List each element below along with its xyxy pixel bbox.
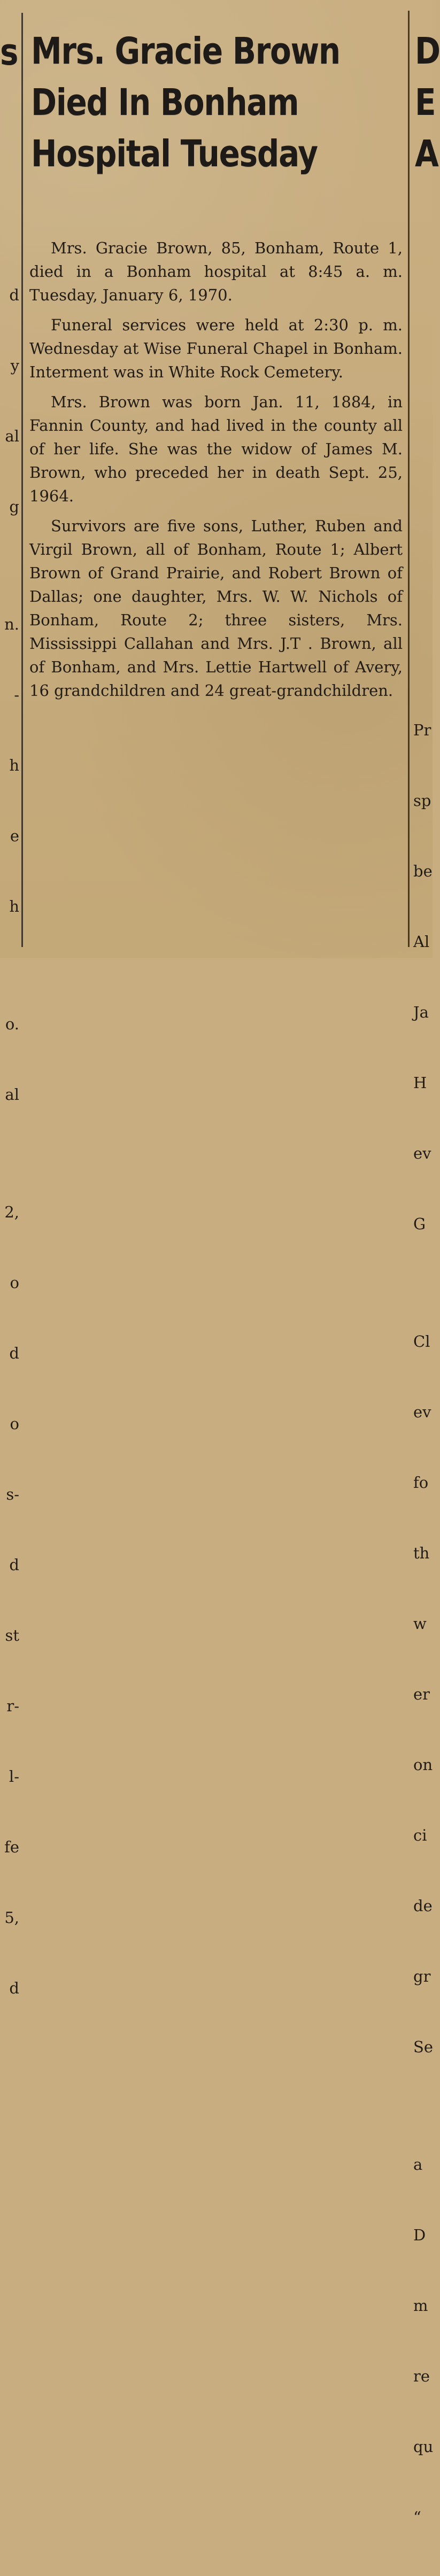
left-adjacent-headline-fragment: s [0,31,18,74]
left-fragment-line: 2, [4,1203,19,1221]
right-fragment-line: th [413,1544,430,1562]
right-fragment-line: re [413,2367,430,2385]
right-column-rule [408,11,410,947]
left-fragment-line: d [9,1979,19,1997]
right-fragment-line: Pr [413,721,431,739]
left-fragment-line: st [5,1626,19,1644]
right-fragment-line: be [413,862,433,880]
right-fragment-line: Cl [413,1332,430,1351]
right-fragment-line: Ja [413,1003,429,1021]
left-fragment-line: d [9,1556,19,1574]
right-fragment-line: “ [413,2508,421,2526]
right-fragment-line: H [413,1074,427,1092]
article-paragraph-3: Mrs. Brown was born Jan. 11, 1884, in Fannin County, and had lived in the county all of her life. She was the widow of James M. Brown, who preceded her in death Sept. 25, 1964. [29,393,403,505]
right-fragment-line: qu [413,2438,434,2456]
obituary-headline [31,26,345,180]
article-paragraph-2: Funeral services were held at 2:30 p. m. Wednesday at Wise Funeral Chapel in Bonham. Interment was in White Rock Cemetery. [29,316,403,381]
right-fragment-line: Al [413,933,430,951]
left-fragment-line: o [10,1274,19,1292]
article-paragraph-1: Mrs. Gracie Brown, 85, Bonham, Route 1, died in a Bonham hospital at 8:45 a. m. Tuesday, January 6, 1970. [29,239,403,304]
right-fragment-line: D [413,2226,426,2244]
right-adjacent-headline-fragment [415,26,440,180]
right-fragment-line: ev [413,1144,431,1162]
left-fragment-line: r- [6,1697,19,1715]
left-fragment-line: h [9,897,19,915]
right-fragment-line: m [413,2296,428,2315]
left-fragment-line: - [14,686,19,704]
right-fragment-line: Se [413,2038,434,2056]
right-adjacent-column-text [413,248,433,2576]
right-fragment-line: ci [413,1826,427,1844]
right-headline-line: A [415,133,438,175]
right-fragment-line: ev [413,1403,431,1421]
right-fragment-line: gr [413,1967,431,1985]
right-fragment-line: G [413,1215,426,1233]
left-fragment-line: y [10,356,19,375]
left-adjacent-column-text [0,236,19,2047]
left-fragment-line: d [9,1344,19,1362]
right-headline-line: E [415,81,436,124]
right-headline-line: D [415,30,440,73]
left-fragment-line: e [10,827,19,845]
left-fragment-line: al [5,1085,19,1104]
right-fragment-line: a [413,2155,423,2174]
left-fragment-line: o. [5,1015,19,1033]
left-fragment-line: fe [4,1838,19,1856]
left-fragment-line: d [9,286,19,304]
right-fragment-line: on [413,1756,433,1774]
left-fragment-line: h [9,756,19,774]
left-fragment-line: 5, [4,1908,19,1927]
right-fragment-line: fo [413,1473,429,1492]
left-column-rule [21,13,23,947]
left-fragment-line: l- [9,1767,19,1786]
headline-line-1: Mrs. Gracie Brown [31,30,340,73]
headline-line-2: Died In Bonham [31,81,299,124]
left-fragment-line: s- [6,1485,19,1503]
article-paragraph-4: Survivors are five sons, Luther, Ruben and Virgil Brown, all of Bonham, Route 1; Albert Brown of Grand Prairie, and Robert Brown of Dallas; one daughter, Mrs. W. W. Nichols of Bonham, Route 2; three sisters, Mrs. Mississippi Callahan and Mrs. J.T . Brown, all of Bonham, and Mrs. Lettie Hartwell of Avery, 16 grandchildren and 24 great-grandchildren. [29,517,403,700]
right-fragment-line: de [413,1897,433,1915]
right-fragment-line: w [413,1615,427,1633]
left-fragment-line: al [5,427,19,445]
obituary-article [29,236,403,709]
left-fragment-line: n. [4,615,19,633]
right-fragment-line: er [413,1685,430,1703]
headline-line-3: Hospital Tuesday [31,133,318,175]
right-fragment-line: sp [413,792,431,810]
left-fragment-line: o [10,1415,19,1433]
left-fragment-line: g [9,498,19,516]
